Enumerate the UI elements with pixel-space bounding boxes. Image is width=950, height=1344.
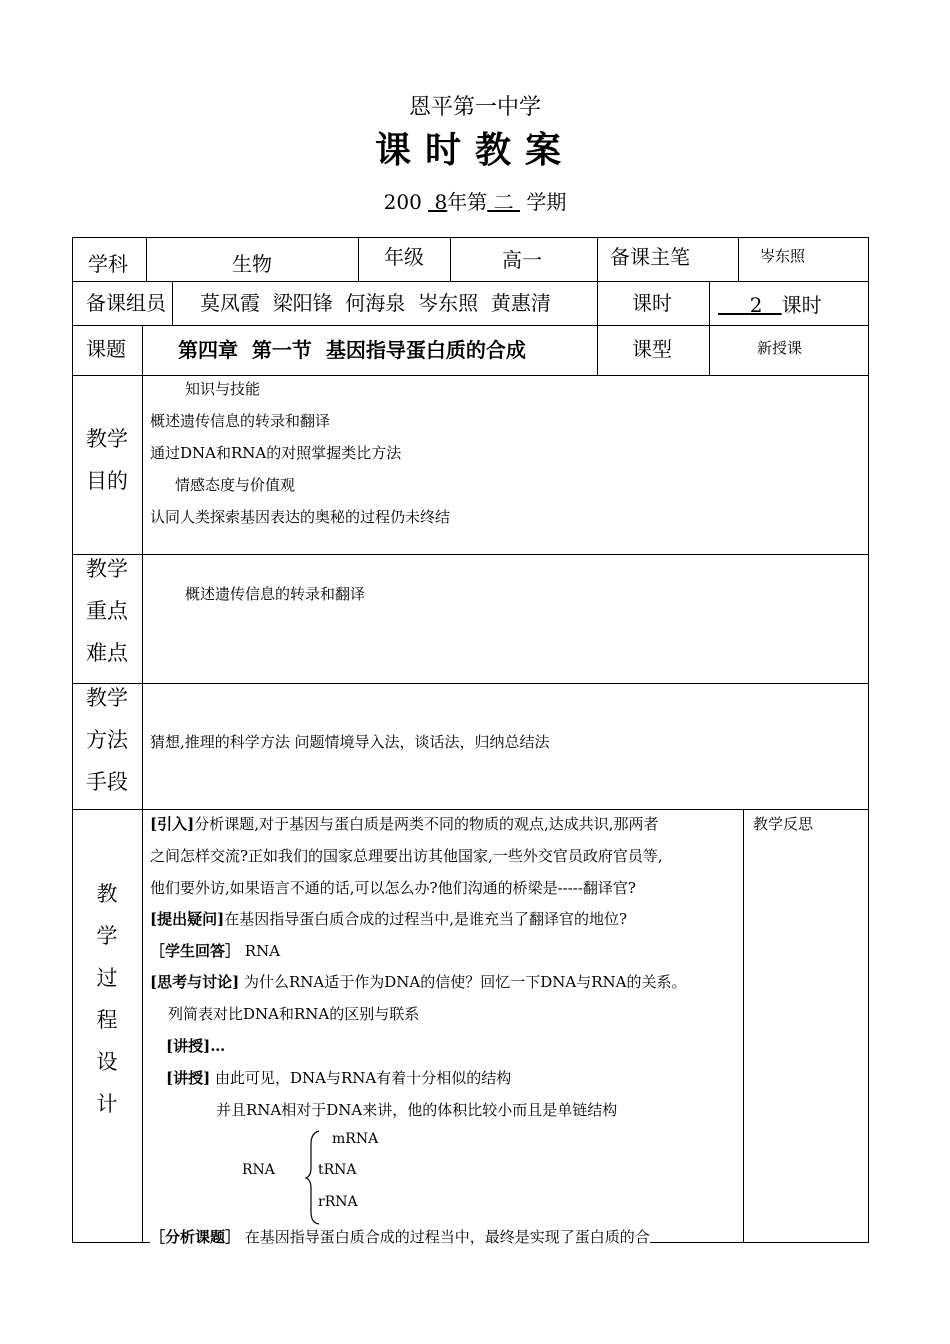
term-mid: 年第 bbox=[447, 190, 488, 214]
term-number: 二 bbox=[493, 190, 514, 214]
grade-label: 年级 bbox=[384, 245, 424, 269]
rna-root-label: RNA bbox=[242, 1162, 275, 1178]
group-members-label: 备课组员 bbox=[86, 291, 166, 315]
method-text: 猜想,推理的科学方法 问题情境导入法，谈话法，归纳总结法 bbox=[150, 733, 550, 751]
subject-value: 生物 bbox=[232, 252, 272, 276]
term-prefix: 200 bbox=[383, 190, 422, 214]
process-line-4: [提出疑问]在基因指导蛋白质合成的过程当中,是谁充当了翻译官的地位? bbox=[150, 910, 628, 928]
lesson-type-label: 课型 bbox=[632, 337, 672, 361]
process-line-7: 列简表对比DNA和RNA的区别与联系 bbox=[168, 1005, 420, 1023]
topic-label: 课题 bbox=[86, 337, 126, 361]
key-points-text: 概述遗传信息的转录和翻译 bbox=[185, 585, 366, 603]
method-label: 教学 方法 手段 bbox=[86, 686, 128, 794]
process-line-2: 之间怎样交流?正如我们的国家总理要出访其他国家,一些外交官员政府官员等, bbox=[150, 847, 663, 865]
term-year: 8 bbox=[434, 190, 448, 214]
rna-type-m: mRNA bbox=[332, 1131, 379, 1147]
hours-label: 课时 bbox=[632, 291, 672, 315]
key-points-label: 教学 重点 难点 bbox=[86, 557, 128, 665]
process-line-6: [思考与讨论] 为什么RNA适于作为DNA的信使？回忆一下DNA与RNA的关系。 bbox=[150, 973, 687, 991]
group-members: 莫凤霞 梁阳锋 何海泉 岑东照 黄惠清 bbox=[200, 291, 551, 315]
page-title: 课时教案 bbox=[374, 129, 575, 171]
goal-line-4: 情感态度与价值观 bbox=[175, 476, 296, 494]
goals-label: 教学 目的 bbox=[86, 427, 128, 493]
lead-author-label: 备课主笔 bbox=[610, 245, 690, 269]
goal-line-3: 通过DNA和RNA的对照掌握类比方法 bbox=[150, 444, 402, 462]
process-line-3: 他们要外访,如果语言不通的话,可以怎么办?他们沟通的桥梁是-----翻译官? bbox=[150, 879, 636, 897]
rna-type-t: tRNA bbox=[318, 1162, 357, 1178]
school-name: 恩平第一中学 bbox=[408, 95, 541, 120]
lead-author-value: 岑东照 bbox=[760, 247, 806, 265]
process-line-8: [讲授]… bbox=[166, 1037, 226, 1055]
process-label: 教 学 过 程 设 计 bbox=[96, 882, 118, 1116]
subject-label: 学科 bbox=[88, 252, 128, 276]
process-line-1: [引入]分析课题,对于基因与蛋白质是两类不同的物质的观点,达成共识,那两者 bbox=[150, 815, 659, 833]
process-line-11: ［分析课题］ 在基因指导蛋白质合成的过程当中，最终是实现了蛋白质的合 bbox=[150, 1228, 650, 1246]
reflection-label: 教学反思 bbox=[753, 815, 814, 833]
topic-value: 第四章 第一节 基因指导蛋白质的合成 bbox=[178, 338, 526, 362]
lesson-type-value: 新授课 bbox=[757, 339, 803, 357]
grade-value: 高一 bbox=[502, 248, 542, 272]
process-line-9: [讲授] 由此可见，DNA与RNA有着十分相似的结构 bbox=[166, 1069, 512, 1087]
hours-value: 2 课时 bbox=[749, 293, 822, 317]
goal-line-5: 认同人类探索基因表达的奥秘的过程仍未终结 bbox=[150, 508, 451, 526]
goal-line-2: 概述遗传信息的转录和翻译 bbox=[150, 412, 331, 430]
process-line-5: ［学生回答］ RNA bbox=[150, 942, 281, 960]
rna-type-r: rRNA bbox=[318, 1194, 358, 1210]
goal-line-1: 知识与技能 bbox=[185, 380, 261, 398]
term-suffix: 学期 bbox=[526, 190, 567, 214]
process-line-10: 并且RNA相对于DNA来讲，他的体积比较小而且是单链结构 bbox=[216, 1101, 618, 1119]
term-line bbox=[0, 186, 950, 215]
